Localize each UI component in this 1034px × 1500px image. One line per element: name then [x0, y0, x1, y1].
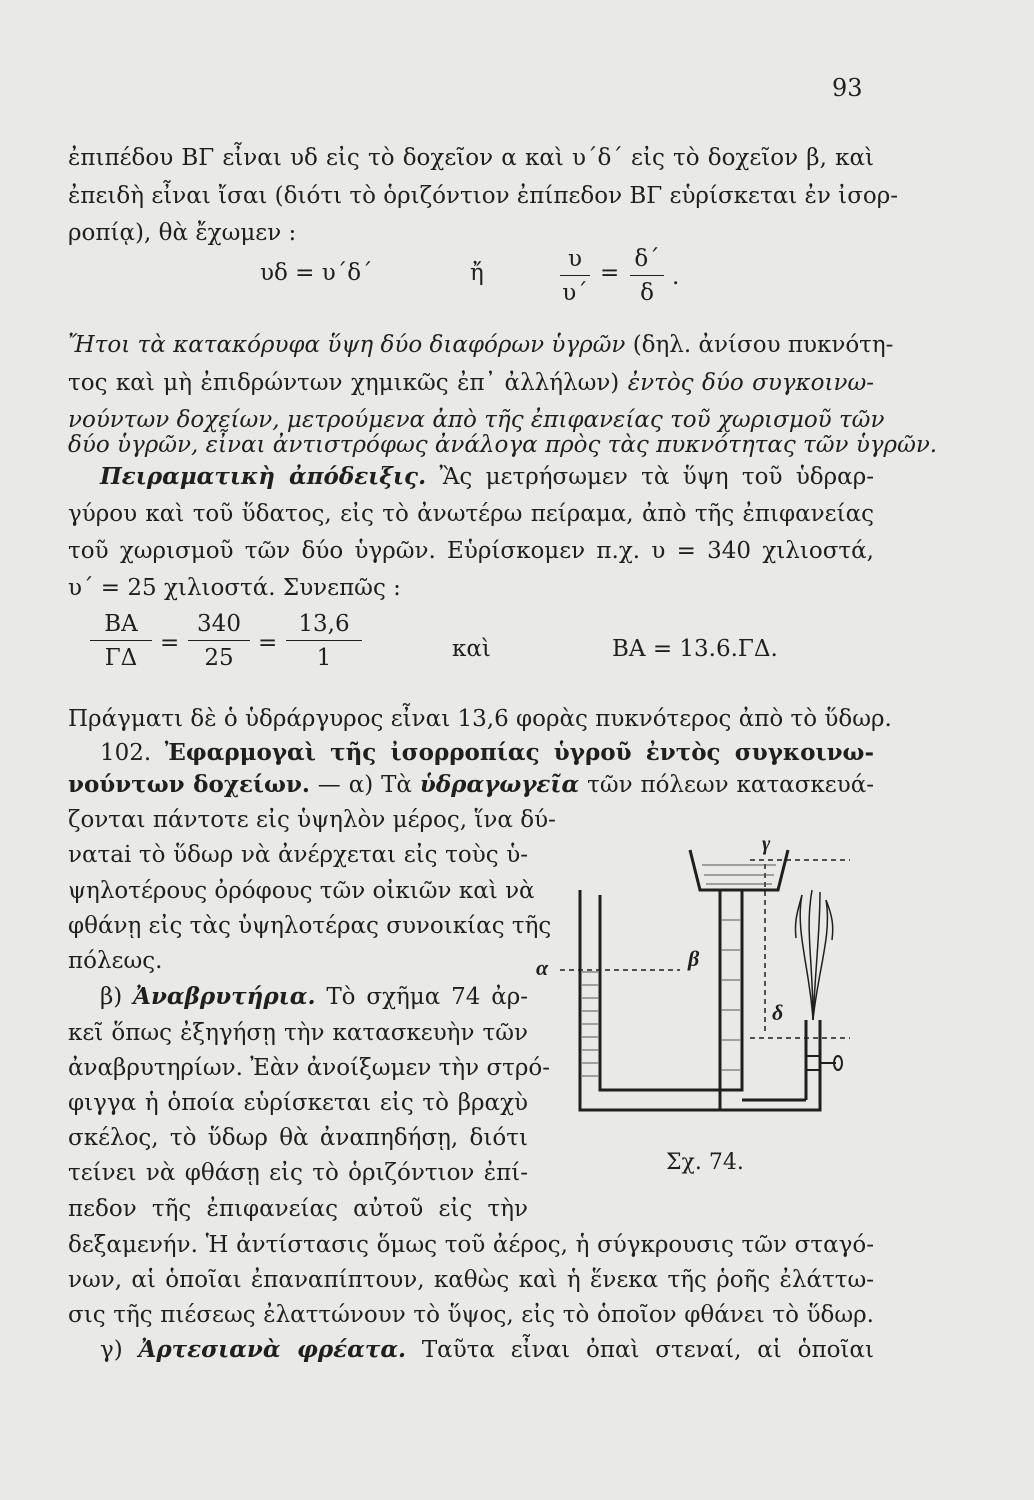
text-line: πεδον τῆς ἐπιφανείας αὐτοῦ εἰς τὴν: [68, 1196, 528, 1222]
text-line: ἀναβρυτηρίων. Ἐὰν ἀνοίξωμεν τὴν στρό-: [68, 1055, 551, 1081]
text-line: υ΄ = 25 χιλιοστά. Συνεπῶς :: [68, 575, 401, 601]
text-line: σις τῆς πιέσεως ἐλαττώνουν τὸ ὕψος, εἰς τὸ ὁποῖον φθάνει τὸ ὕδωρ.: [68, 1302, 874, 1328]
text-line: [68, 768, 874, 802]
text-line: νων, αἱ ὁποῖαι ἐπαναπίπτουν, καθὼς καὶ ἡ ἕνεκα τῆς ῥοῆς ἐλάττω-: [68, 1267, 874, 1293]
label-beta: β: [688, 946, 700, 971]
equals-sign: =: [258, 630, 278, 656]
fraction-denominator: 1: [316, 645, 332, 671]
bold-italic-heading: Ἀναβρυτήρια.: [133, 983, 316, 1010]
fraction-u-over-u-prime: [560, 245, 590, 307]
section-title: νούντων δοχείων.: [68, 771, 310, 798]
text-line: δεξαμενήν. Ἡ ἀντίστασις ὅμως τοῦ ἀέρος, ἡ σύγκρουσις τῶν σταγό-: [68, 1232, 874, 1258]
text-line: σκέλος, τὸ ὕδωρ θὰ ἀναπηδήσῃ, διότι: [68, 1125, 528, 1151]
plain-span: — α) Τὰ: [309, 772, 420, 798]
text-line: τείνει νὰ φθάσῃ εἰς τὸ ὁριζόντιον ἐπί-: [68, 1160, 528, 1186]
equals-sign: =: [600, 260, 620, 286]
text-line: ἐπιπέδου ΒΓ εἶναι υδ εἰς τὸ δοχεῖον α καὶ υ΄δ΄ εἰς τὸ δοχεῖον β, καὶ: [68, 145, 874, 171]
text-line: νούντων δοχείων, μετρούμενα ἀπὸ τῆς ἐπιφανείας τοῦ χωρισμοῦ τῶν: [68, 407, 885, 433]
water-spray: [795, 890, 832, 1020]
label-delta: δ: [772, 1000, 784, 1025]
fraction-numerator: 340: [188, 610, 250, 641]
bold-italic-term: ὑδραγωγεῖα: [419, 771, 580, 798]
equation-or: ἤ: [470, 260, 484, 286]
equation-dot: .: [672, 264, 680, 290]
fountain-diagram: [520, 820, 880, 1120]
fraction-340-over-25: [188, 610, 250, 672]
text-line: τοῦ χωρισμοῦ τῶν δύο ὑγρῶν. Εὑρίσκομεν π.χ. υ = 340 χιλιοστά,: [68, 538, 874, 564]
fraction-numerator: υ: [560, 245, 590, 276]
text-line: ζονται πάντοτε εἰς ὑψηλὸν μέρος, ἵνα δύ-: [68, 807, 556, 833]
fraction-BA-over-GD: [90, 610, 152, 672]
text-line: [100, 460, 874, 494]
text-line: φθάνῃ εἰς τὰς ὑψηλοτέρας συνοικίας τῆς: [68, 913, 552, 939]
fraction-numerator: ΒΑ: [90, 610, 152, 641]
text-line: [100, 980, 528, 1014]
equation-lhs: υδ = υ΄δ΄: [260, 260, 373, 286]
text-line: [68, 328, 894, 362]
bold-italic-heading: Πειραματικὴ ἀπόδειξις.: [100, 463, 427, 490]
page-number: 93: [832, 74, 863, 102]
text-line: ψηλοτέρους ὀρόφους τῶν οἰκιῶν καὶ νὰ: [68, 878, 535, 904]
italic-span: ἐντὸς δύο συγκοινω-: [627, 370, 875, 396]
fraction-13-6-over-1: [286, 610, 362, 672]
text-line: [100, 1333, 874, 1367]
section-heading-line: [100, 736, 874, 770]
plain-span: τῶν πόλεων κατασκευά-: [579, 772, 874, 798]
text-line: φιγγα ἡ ὁποία εὑρίσκεται εἰς τὸ βραχὺ: [68, 1090, 528, 1116]
text-line: [68, 366, 874, 400]
italic-span: Ἤτοι τὰ κατακόρυφα ὕψη δύο διαφόρων ὑγρῶν: [68, 332, 626, 358]
figure-caption: Σχ. 74.: [666, 1150, 744, 1175]
bold-italic-heading: Ἀρτεσιανὰ φρέατα.: [138, 1336, 407, 1363]
item-label: β): [100, 984, 123, 1010]
fraction-denominator: ΓΔ: [104, 645, 138, 671]
fraction-d-prime-over-d: [630, 245, 664, 307]
text-line: ἐπειδὴ εἶναι ἴσαι (διότι τὸ ὁριζόντιον ἐπίπεδον ΒΓ εὑρίσκεται ἐν ἰσορ-: [68, 183, 899, 209]
faucet-body: [806, 1056, 820, 1070]
plain-span: Ἂς μετρήσωμεν τὰ ὕψη τοῦ ὑδραρ-: [439, 464, 875, 490]
equation-and: καὶ: [452, 636, 491, 662]
text-line: δύο ὑγρῶν, εἶναι ἀντιστρόφως ἀνάλογα πρὸς τὰς πυκνότητας τῶν ὑγρῶν.: [68, 432, 938, 458]
text-line: νατai τὸ ὕδωρ νὰ ἀνέρχεται εἰς τοὺς ὑ-: [68, 842, 528, 868]
fraction-numerator: δ΄: [630, 245, 664, 276]
item-label: γ): [100, 1337, 123, 1363]
text-line: Πράγματι δὲ ὁ ὑδράργυρος εἶναι 13,6 φορὰς πυκνότερος ἀπὸ τὸ ὕδωρ.: [68, 706, 892, 732]
label-gamma: γ: [762, 833, 771, 855]
plain-span: (δηλ. ἀνίσου πυκνότη-: [632, 332, 894, 358]
fraction-denominator: δ: [640, 280, 654, 306]
text-line: πόλεως.: [68, 948, 163, 974]
plain-span: Ταῦτα εἶναι ὀπαὶ στεναί, αἱ ὁποῖαι: [421, 1337, 874, 1363]
fraction-denominator: υ΄: [562, 280, 588, 306]
equation-result: ΒΑ = 13.6.ΓΔ.: [612, 636, 778, 662]
text-line: ροπίᾳ), θὰ ἔχωμεν :: [68, 220, 297, 246]
plain-span: τος καὶ μὴ ἐπιδρώντων χημικῶς ἐπ᾿ ἀλλήλων): [68, 370, 620, 396]
fraction-numerator: 13,6: [286, 610, 362, 641]
plain-span: Τὸ σχῆμα 74 ἀρ-: [326, 984, 529, 1010]
label-alpha: α: [536, 955, 549, 980]
equals-sign: =: [160, 630, 180, 656]
text-line: κεῖ ὅπως ἐξηγήσῃ τὴν κατασκευὴν τῶν: [68, 1020, 528, 1046]
fraction-denominator: 25: [204, 645, 234, 671]
section-title: Ἐφαρμογαὶ τῆς ἰσορροπίας ὑγροῦ ἐντὸς συγκοινω-: [164, 739, 874, 766]
text-line: γύρου καὶ τοῦ ὕδατος, εἰς τὸ ἀνωτέρω πείραμα, ἀπὸ τῆς ἐπιφανείας: [68, 501, 874, 527]
section-number: 102.: [100, 740, 152, 766]
